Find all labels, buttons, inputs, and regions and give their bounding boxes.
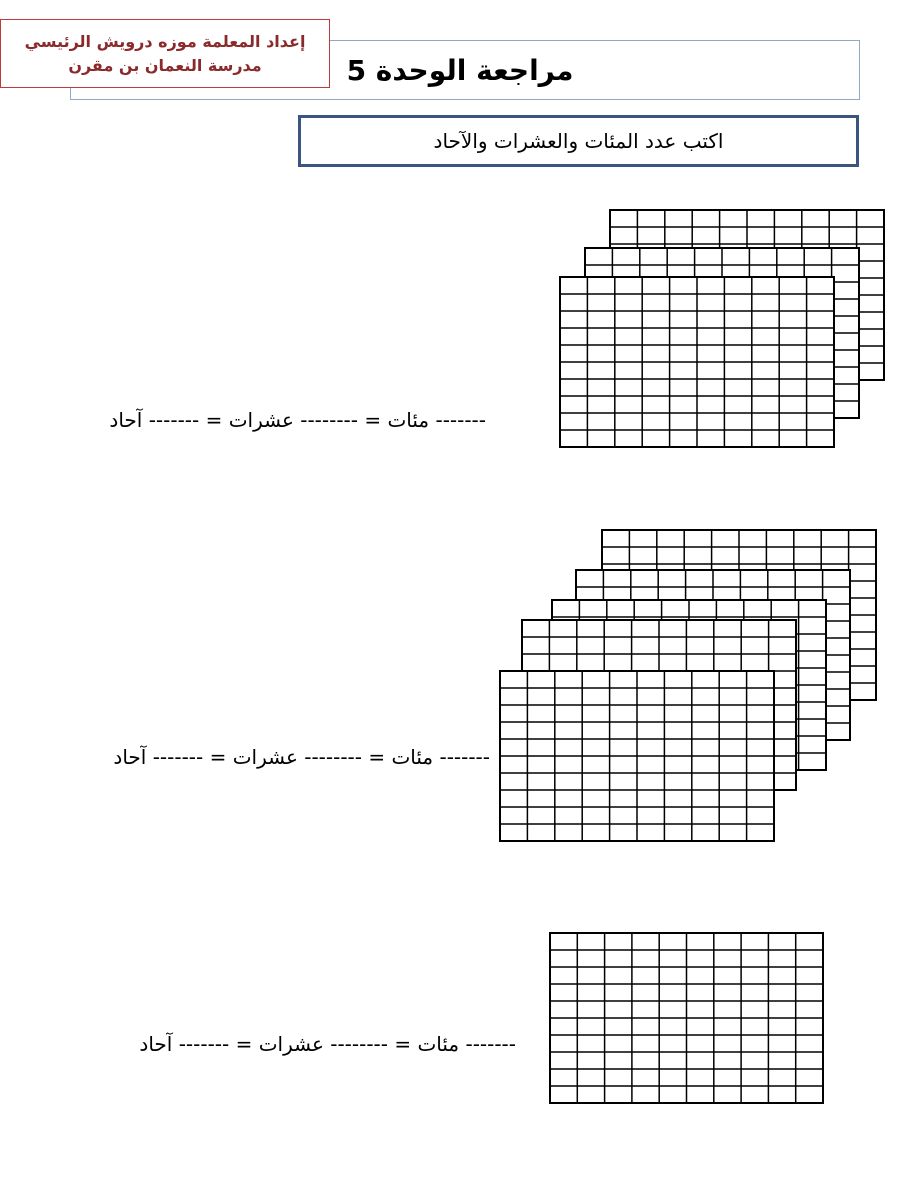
hundred-grid-2-5 [500,671,774,841]
answer-line-1: ------- مئات = -------- عشرات = ------- آحاد [109,408,486,432]
hundred-grid-1-3 [560,277,834,447]
school-name: مدرسة النعمان بن مقرن [68,55,262,75]
page-title: مراجعة الوحدة 5 [346,53,574,87]
author-name: إعداد المعلمة موزه درويش الرئيسي [24,31,306,51]
instruction-text: اكتب عدد المئات والعشرات والآحاد [433,129,724,153]
answer-line-2: ------- مئات = -------- عشرات = ------- آحاد [113,745,490,769]
hundred-grid-3-1 [550,933,823,1103]
answer-line-3: ------- مئات = -------- عشرات = ------- آحاد [139,1032,516,1056]
